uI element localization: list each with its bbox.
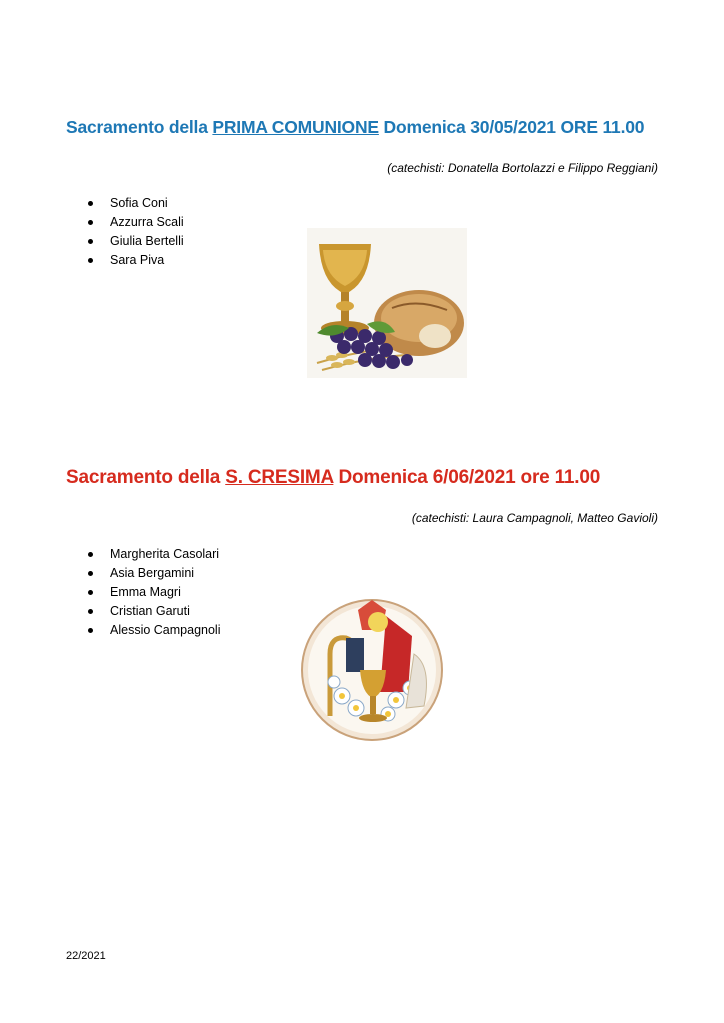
prima-comunione-catechists: (catechisti: Donatella Bortolazzi e Filippo Reggiani) [387, 161, 658, 175]
cresima-catechists: (catechisti: Laura Campagnoli, Matteo Gavioli) [411, 511, 658, 525]
page-code: 22/2021 [66, 950, 106, 962]
prima-comunione-list [88, 194, 184, 270]
cresima-list [88, 545, 220, 640]
prima-comunione-heading [66, 117, 644, 138]
list-item: Margherita Casolari [88, 545, 220, 564]
list-item: Sara Piva [88, 251, 184, 270]
heading-suffix: Domenica 6/06/2021 ore 11.00 [333, 467, 601, 488]
confirmation-medallion-illustration [300, 596, 445, 744]
list-item: Cristian Garuti [88, 602, 220, 621]
list-item: Sofia Coni [88, 194, 184, 213]
heading-underlined: S. CRESIMA [225, 467, 334, 488]
list-item: Alessio Campagnoli [88, 621, 220, 640]
heading-underlined: PRIMA COMUNIONE [212, 117, 379, 137]
list-item: Emma Magri [88, 583, 220, 602]
chalice-bread-grapes-illustration [307, 228, 467, 378]
heading-suffix: Domenica 30/05/2021 ORE 11.00 [378, 117, 645, 137]
heading-prefix: Sacramento della [66, 467, 226, 488]
list-item: Giulia Bertelli [88, 232, 184, 251]
list-item: Asia Bergamini [88, 564, 220, 583]
cresima-heading [66, 467, 600, 489]
heading-prefix: Sacramento della [66, 117, 213, 137]
list-item: Azzurra Scali [88, 213, 184, 232]
